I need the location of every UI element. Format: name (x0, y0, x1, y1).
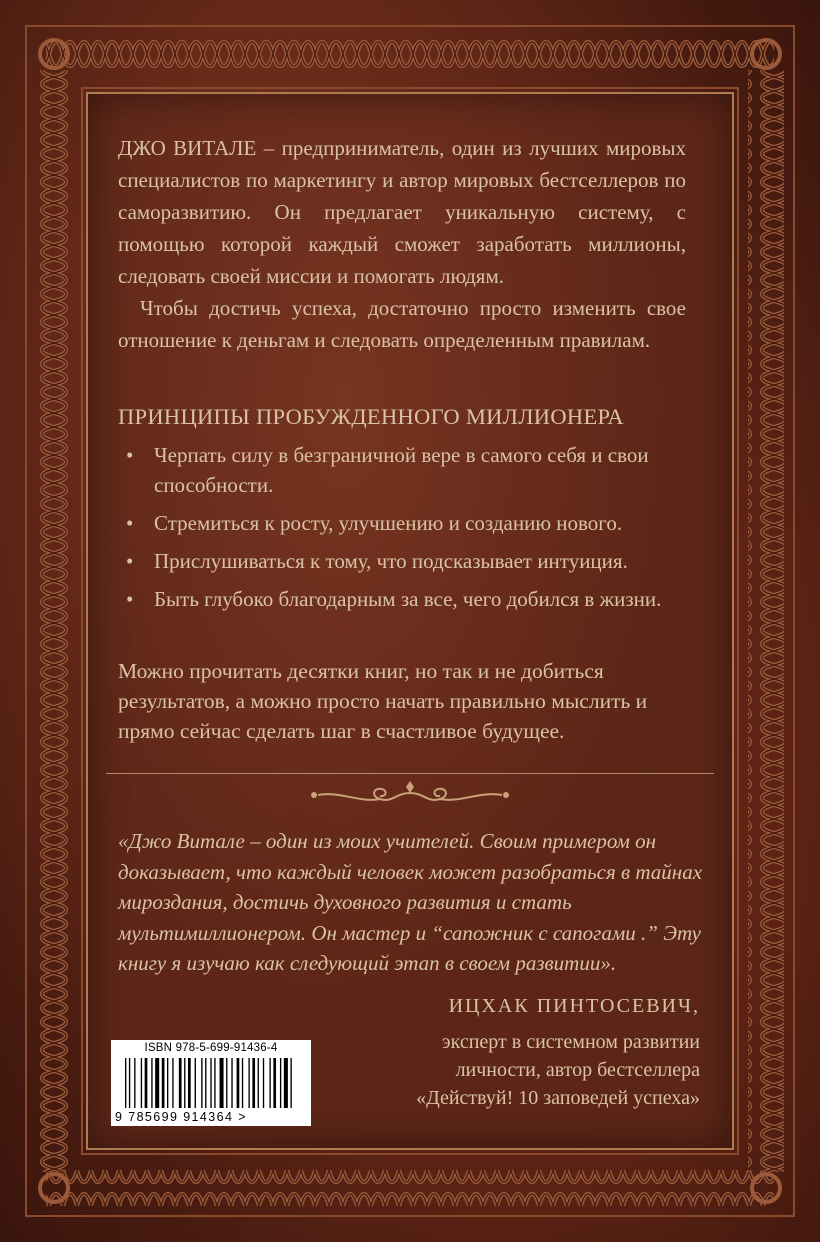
author-title-line-3: «Действуй! 10 заповедей успеха» (416, 1087, 700, 1109)
divider-line (106, 773, 714, 774)
list-item: • Стремиться к росту, улучшению и созданию нового. (126, 508, 686, 538)
intro-paragraph-2: Чтобы достичь успеха, достаточно просто изменить свое отношение к деньгам и следовать определенным правилам. (118, 296, 686, 352)
intro-paragraph-1: ДЖО ВИТАЛЕ – предприниматель, один из лучших мировых специалистов по маркетингу и автор мировых бестселлеров по саморазвитию. Он предлагает уникальную систему, с помощью которой каждый сможет заработать миллионы, следовать своей миссии и помогать людям. (118, 136, 686, 288)
principles-heading: ПРИНЦИПЫ ПРОБУЖДЕННОГО МИЛЛИОНЕРА (118, 404, 624, 429)
author-title-line-2: личности, автор бестселлера (455, 1059, 700, 1081)
principles-list (126, 440, 686, 622)
isbn-barcode (111, 1040, 311, 1126)
flourish-ornament-icon (300, 777, 520, 807)
author-intro (118, 132, 686, 356)
quote-author (330, 992, 700, 1112)
author-title-line-1: эксперт в системном развитии (442, 1031, 700, 1053)
bullet-icon: • (126, 511, 134, 535)
bullet-icon: • (126, 587, 134, 611)
bullet-icon: • (126, 549, 134, 573)
list-item: • Прислушиваться к тому, что подсказывает интуиция. (126, 546, 686, 576)
isbn-label: ISBN 978-5-699-91436-4 (144, 1042, 278, 1054)
author-name: ИЦХАК ПИНТОСЕВИЧ, (448, 995, 700, 1017)
closing-paragraph: Можно прочитать десятки книг, но так и не добиться результатов, а можно просто начать правильно мыслить и прямо сейчас сделать шаг в счастливое будущее. (118, 659, 648, 743)
ean-digits: 9 785699 914364 > (115, 1110, 247, 1124)
endorsement-quote: «Джо Витале – один из моих учителей. Своим примером он доказывает, что каждый человек может разобраться в тайнах мироздания, достичь духовного развития и стать мультимиллионером. Он мастер и “сапожник с сапогами .” Эту книгу я изучаю как следующий этап в своем развитии». (118, 829, 703, 975)
bullet-icon: • (126, 443, 134, 467)
list-item: • Черпать силу в безграничной вере в самого себя и свои способности. (126, 440, 686, 500)
list-item: • Быть глубоко благодарным за все, чего добился в жизни. (126, 584, 686, 614)
